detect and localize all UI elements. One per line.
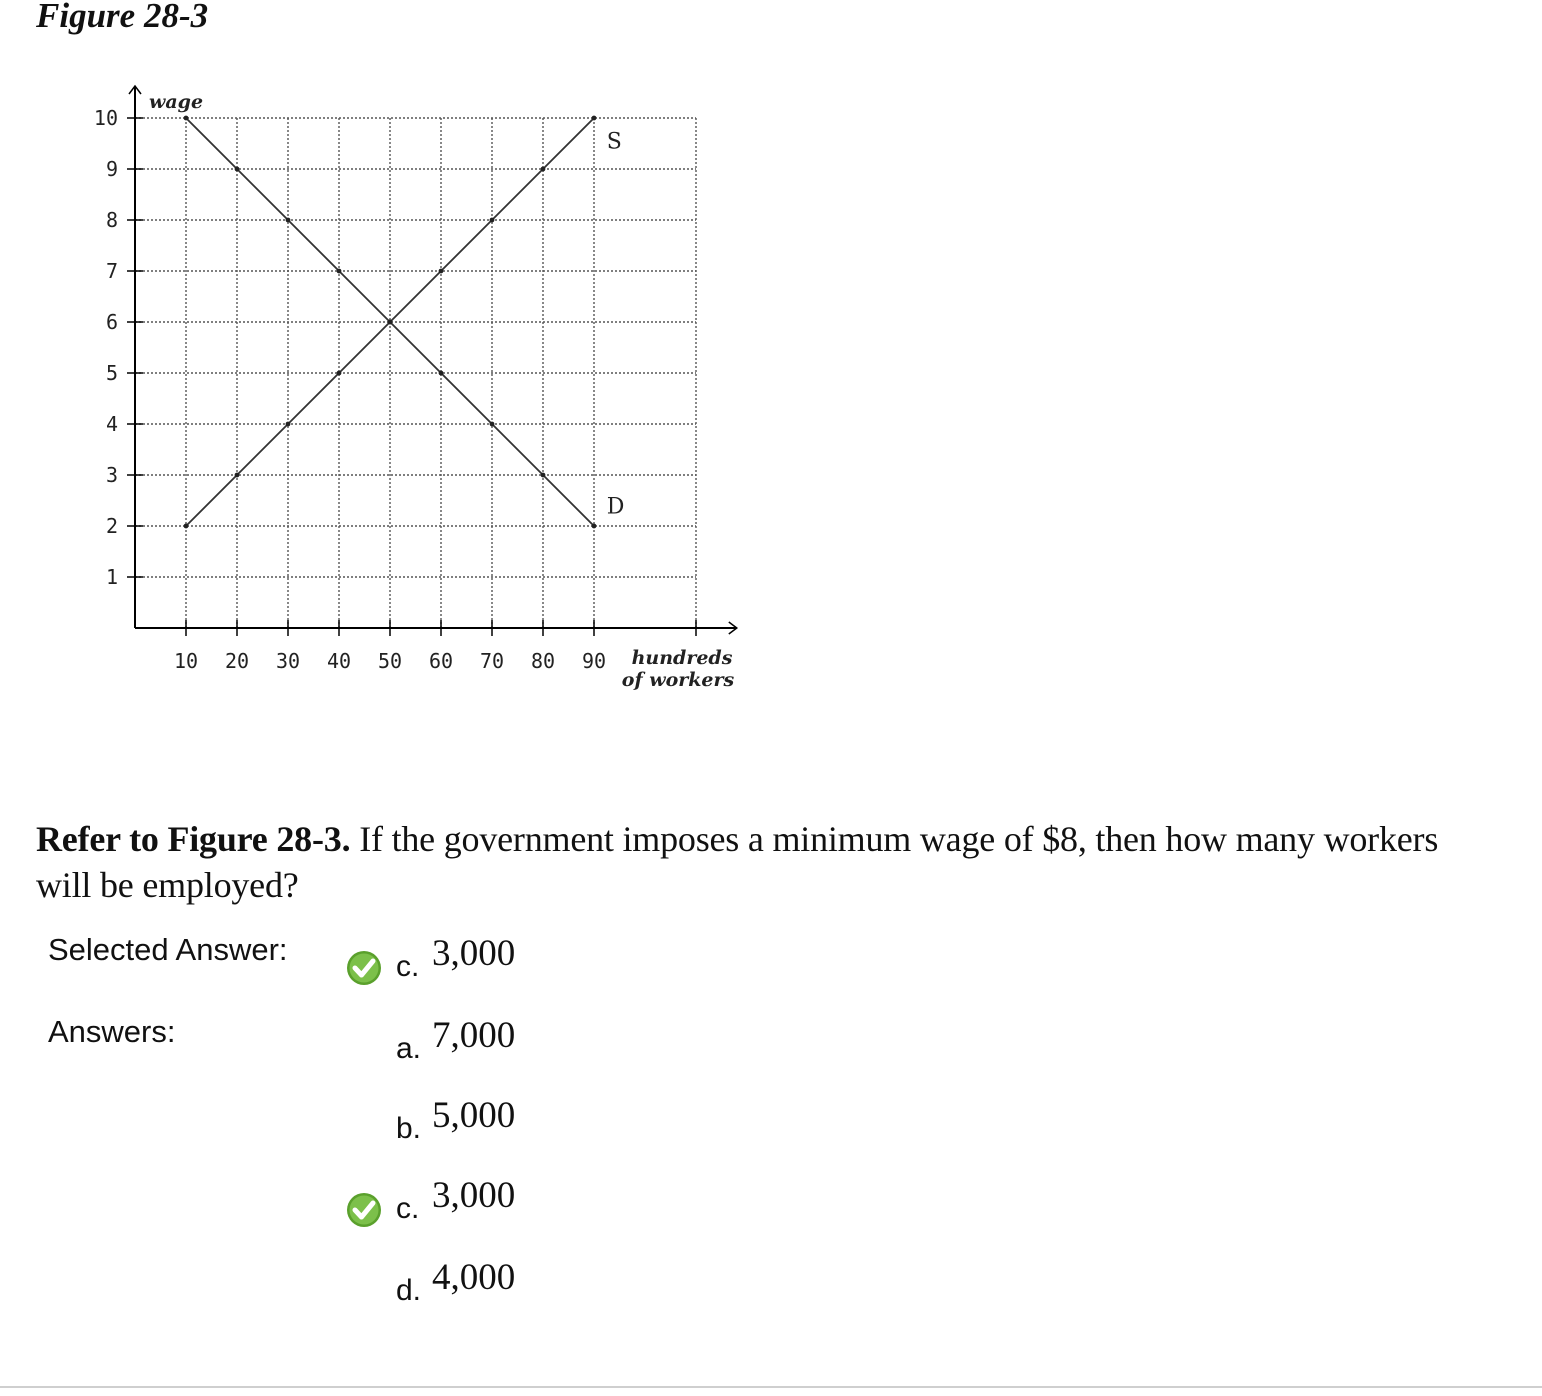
y-axis-label: wage	[149, 91, 204, 113]
series-label-s: S	[606, 129, 622, 155]
data-point-s	[286, 422, 291, 427]
data-point-d	[388, 320, 393, 325]
x-tick-label: 60	[428, 649, 454, 673]
x-axis-label-line2: of workers	[621, 669, 735, 691]
selected-answer-label: Selected Answer:	[48, 932, 288, 967]
data-point-s	[439, 269, 444, 274]
x-tick-label: 40	[326, 649, 352, 673]
data-point-s	[490, 218, 495, 223]
y-tick-label: 5	[105, 361, 118, 385]
chart-grid	[135, 118, 696, 628]
answer-value: 4,000	[432, 1257, 516, 1298]
y-tick-label: 3	[105, 463, 118, 487]
selected-answer-letter: c.	[396, 950, 420, 983]
y-tick-label: 1	[105, 565, 118, 589]
figure-title: Figure 28-3	[36, 0, 209, 35]
x-tick-label: 50	[377, 649, 403, 673]
series-label-d: D	[606, 494, 625, 520]
y-tick-label: 9	[105, 157, 118, 181]
answer-letter: b.	[396, 1112, 422, 1145]
selected-answer-value: 3,000	[432, 933, 516, 974]
data-point-s	[184, 524, 189, 529]
y-tick-label: 6	[105, 310, 118, 334]
data-point-d	[490, 422, 495, 427]
y-tick-label: 7	[105, 259, 118, 283]
data-point-d	[286, 218, 291, 223]
x-axis-label-line1: hundreds	[631, 647, 733, 669]
chart-labels	[94, 91, 735, 691]
x-tick-label: 10	[173, 649, 199, 673]
question-body: If the government imposes a minimum wage of $8, then how many workers will be employed?	[36, 819, 1439, 905]
x-tick-label: 70	[479, 649, 505, 673]
y-tick-label: 2	[105, 514, 118, 538]
data-point-d	[235, 167, 240, 172]
y-tick-label: 10	[93, 106, 118, 130]
supply-demand-chart	[0, 0, 760, 720]
data-point-d	[439, 371, 444, 376]
data-point-d	[337, 269, 342, 274]
x-tick-label: 80	[530, 649, 556, 673]
data-point-s	[337, 371, 342, 376]
data-point-s	[592, 116, 597, 121]
answer-value: 5,000	[432, 1095, 516, 1136]
answer-letter: a.	[396, 1032, 422, 1065]
answer-letter: d.	[396, 1274, 422, 1307]
checkmark-icon	[346, 1192, 382, 1228]
question-text	[36, 816, 1476, 908]
data-point-d	[592, 524, 597, 529]
data-point-s	[235, 473, 240, 478]
bottom-divider	[0, 1386, 1542, 1388]
answer-value: 7,000	[432, 1015, 516, 1056]
answers-label: Answers:	[48, 1014, 176, 1049]
answer-value: 3,000	[432, 1175, 516, 1216]
question-reference: Refer to Figure 28-3.	[36, 819, 351, 859]
x-tick-label: 90	[581, 649, 607, 673]
data-point-s	[541, 167, 546, 172]
checkmark-icon	[346, 950, 382, 986]
x-tick-label: 20	[224, 649, 250, 673]
y-tick-label: 4	[105, 412, 118, 436]
x-tick-label: 30	[275, 649, 301, 673]
answer-letter: c.	[396, 1192, 420, 1225]
data-point-d	[541, 473, 546, 478]
y-tick-label: 8	[105, 208, 118, 232]
data-point-d	[184, 116, 189, 121]
